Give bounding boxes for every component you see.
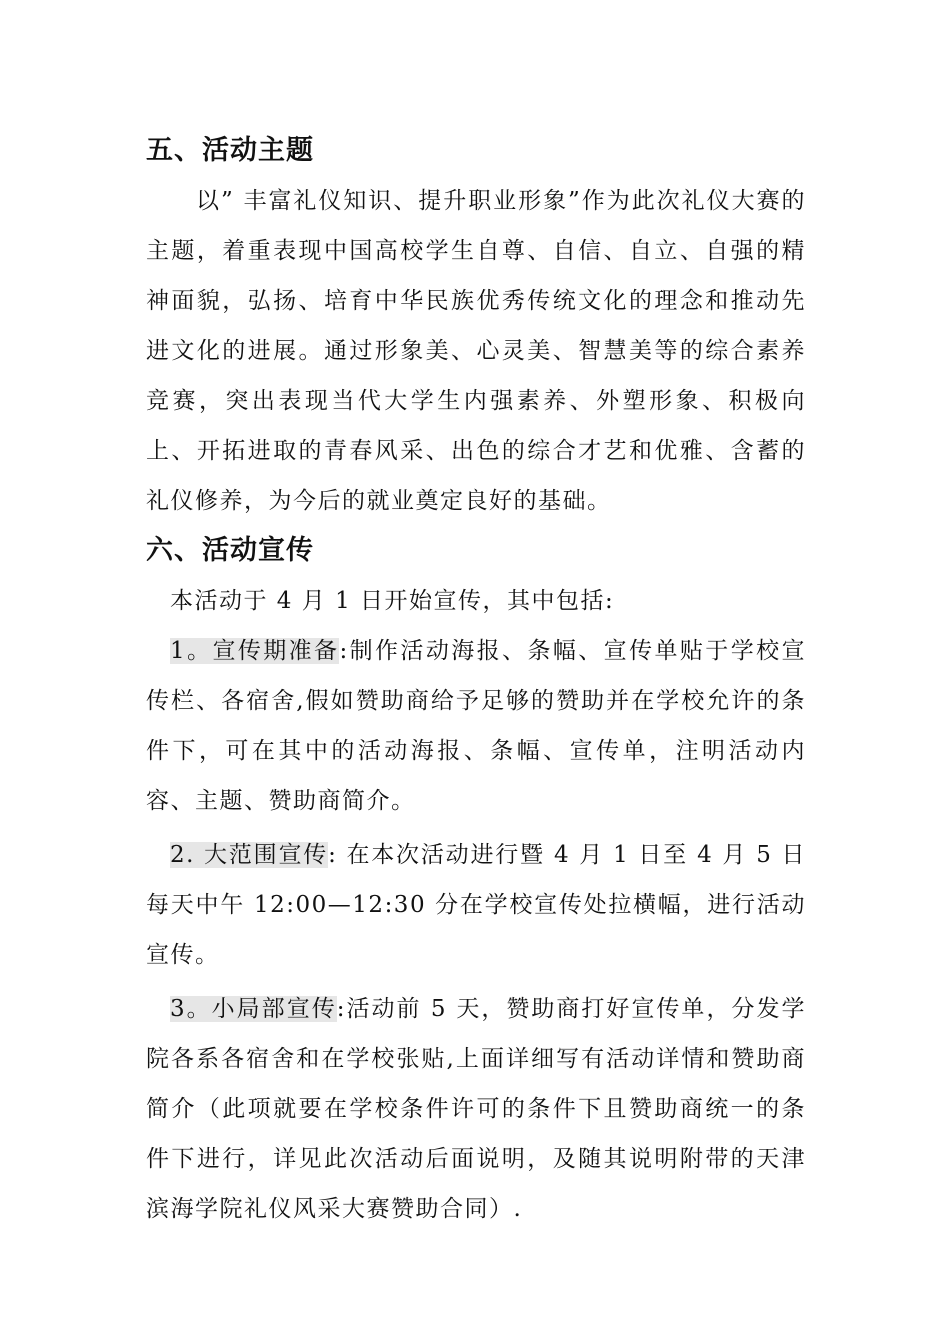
section-heading-promotion: 六、活动宣传 bbox=[146, 535, 314, 566]
promotion-intro: 本活动于 4 月 1 日开始宣传，其中包括: bbox=[170, 588, 615, 614]
promotion-item-2 bbox=[146, 830, 806, 980]
promotion-item-text: :制作活动海报、条幅、宣传单贴于学校宣传栏、各宿舍,假如赞助商给予足够的赞助并在学校允许的条件下，可在其中的活动海报、条幅、宣传单，注明活动内容、主题、赞助商简介。 bbox=[146, 638, 806, 814]
promotion-item-1 bbox=[146, 626, 806, 826]
promotion-item-text: : 在本次活动进行暨 4 月 1 日至 4 月 5 日每天中午 12:00—12:30 分在学校宣传处拉横幅，进行活动宣传。 bbox=[146, 842, 806, 968]
section-heading-theme: 五、活动主题 bbox=[146, 135, 314, 166]
section-body-theme: 以” 丰富礼仪知识、提升职业形象”作为此次礼仪大赛的主题，着重表现中国高校学生自尊、自信、自立、自强的精神面貌，弘扬、培育中华民族优秀传统文化的理念和推动先进文化的进展。通过形象美、心灵美、智慧美等的综合素养竞赛，突出表现当代大学生内强素养、外塑形象、积极向上、开拓进取的青春风采、出色的综合才艺和优雅、含蓄的礼仪修养，为今后的就业奠定良好的基础。 bbox=[146, 188, 806, 514]
promotion-item-label: 1。宣传期准备 bbox=[170, 638, 340, 664]
promotion-item-text: :活动前 5 天，赞助商打好宣传单，分发学院各系各宿舍和在学校张贴,上面详细写有活动详情和赞助商简介（此项就要在学校条件许可的条件下且赞助商统一的条件下进行，详见此次活动后面说明，及随其说明附带的天津滨海学院礼仪风采大赛赞助合同）. bbox=[146, 996, 806, 1222]
promotion-item-label: 3。小局部宣传 bbox=[170, 996, 337, 1022]
promotion-item-label: 2. 大范围宣传 bbox=[170, 842, 329, 868]
promotion-item-3 bbox=[146, 984, 806, 1234]
document-page bbox=[146, 126, 806, 1234]
